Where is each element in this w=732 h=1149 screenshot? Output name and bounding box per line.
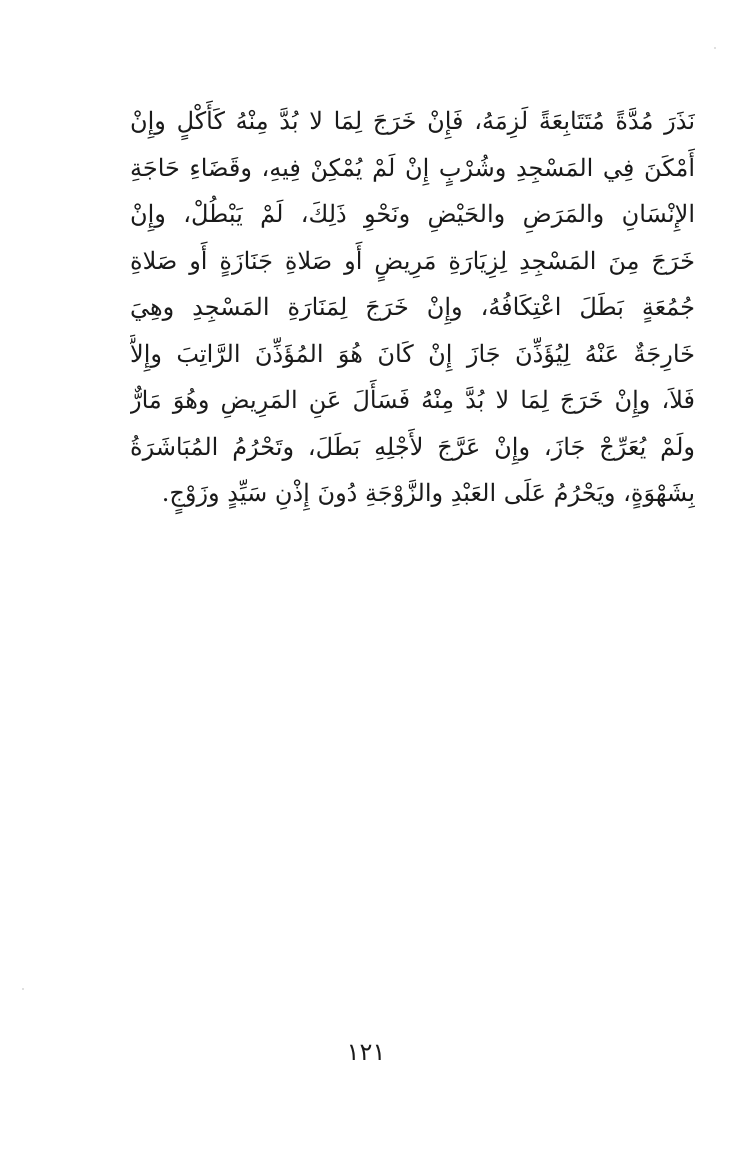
body-text	[130, 98, 695, 517]
text-line-4: خَرَجَ مِنَ المَسْجِدِ لِزِيَارَةِ مَرِيضٍ أَو صَلاةِ جَنَازَةٍ أَو صَلاةِ	[130, 246, 695, 275]
text-line-6: خَارِجَةٌ عَنْهُ لِيُؤَذِّنَ جَازَ إِنْ كَانَ هُوَ المُؤَذِّنَ الرَّاتِبَ وإِلاَّ	[130, 339, 695, 368]
text-line-7: فَلاَ، وإِنْ خَرَجَ لِمَا لا بُدَّ مِنْهُ فَسَأَلَ عَنِ المَرِيضِ وهُوَ مَارٌّ	[130, 386, 695, 414]
text-line-1: نَذَرَ مُدَّةً مُتَتَابِعَةً لَزِمَهُ، فَإِنْ خَرَجَ لِمَا لا بُدَّ مِنْهُ كَأَكْلٍ وإِنْ	[130, 107, 695, 135]
scan-speck	[714, 47, 716, 49]
text-line-3: الإِنْسَانِ والمَرَضِ والحَيْضِ ونَحْوِ ذَلِكَ، لَمْ يَبْطُلْ، وإِنْ	[130, 200, 695, 228]
page-number: ١٢١	[346, 1038, 386, 1066]
text-line-5: جُمُعَةٍ بَطَلَ اعْتِكَافُهُ، وإِنْ خَرَجَ لِمَنَارَةِ المَسْجِدِ وهِيَ	[130, 293, 695, 321]
scan-speck	[22, 988, 24, 990]
text-line-8: ولَمْ يُعَرِّجْ جَازَ، وإِنْ عَرَّجَ لأَجْلِهِ بَطَلَ، وتَحْرُمُ المُبَاشَرَةُ	[130, 432, 695, 461]
text-line-9: بِشَهْوَةٍ، ويَحْرُمُ عَلَى العَبْدِ والزَّوْجَةِ دُونَ إِذْنِ سَيِّدٍ وزَوْجٍ.	[161, 479, 695, 507]
text-line-2: أَمْكَنَ فِي المَسْجِدِ وشُرْبٍ إِنْ لَمْ يُمْكِنْ فِيهِ، وقَضَاءِ حَاجَةِ	[130, 153, 695, 182]
